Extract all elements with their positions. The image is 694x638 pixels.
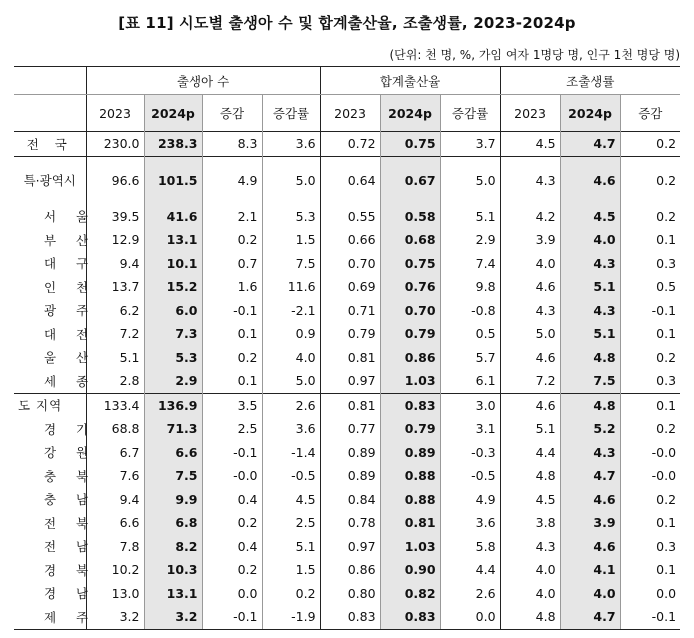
value-cell: 4.6	[560, 156, 620, 205]
value-cell: 4.6	[560, 535, 620, 559]
value-cell: 133.4	[86, 393, 144, 417]
value-cell: -1.4	[262, 441, 320, 465]
value-cell: 0.86	[320, 558, 380, 582]
value-cell: 7.6	[86, 464, 144, 488]
value-cell: 0.3	[620, 252, 680, 276]
value-cell: 0.83	[380, 605, 440, 629]
value-cell: 4.6	[560, 488, 620, 512]
value-cell: 0.70	[380, 299, 440, 323]
value-cell: 9.9	[144, 488, 202, 512]
value-cell: 0.88	[380, 464, 440, 488]
value-cell: 2.6	[262, 393, 320, 417]
value-cell: 10.1	[144, 252, 202, 276]
corner-cell	[14, 95, 86, 132]
value-cell: 1.5	[262, 228, 320, 252]
value-cell: 10.2	[86, 558, 144, 582]
table-row	[14, 205, 680, 229]
value-cell: 68.8	[86, 417, 144, 441]
value-cell: 3.9	[560, 511, 620, 535]
table-row	[14, 535, 680, 559]
value-cell: 0.1	[620, 322, 680, 346]
sub-header: 2024p	[380, 95, 440, 132]
value-cell: 6.1	[440, 369, 500, 393]
value-cell: 5.0	[440, 156, 500, 205]
value-cell: 238.3	[144, 132, 202, 157]
value-cell: 0.90	[380, 558, 440, 582]
value-cell: 9.4	[86, 488, 144, 512]
value-cell: 0.86	[380, 346, 440, 370]
table-row	[14, 275, 680, 299]
row-label: 전 국	[14, 132, 86, 157]
corner-cell	[14, 67, 86, 95]
value-cell: 0.2	[620, 488, 680, 512]
row-label: 전 북	[44, 515, 97, 531]
value-cell: 5.1	[262, 535, 320, 559]
value-cell: 4.0	[500, 558, 560, 582]
sub-header: 2023	[320, 95, 380, 132]
row-label: 도 지역	[14, 393, 86, 417]
value-cell: 4.3	[500, 156, 560, 205]
value-cell: 2.8	[86, 369, 144, 393]
value-cell: 5.0	[500, 322, 560, 346]
value-cell: 3.2	[86, 605, 144, 629]
sub-header: 2024p	[560, 95, 620, 132]
data-table	[14, 66, 680, 630]
value-cell: 4.8	[560, 346, 620, 370]
row-label: 광 주	[44, 303, 97, 319]
value-cell: 7.4	[440, 252, 500, 276]
table-title: [표 11] 시도별 출생아 수 및 합계출산율, 조출생률, 2023-2024p	[118, 14, 576, 32]
value-cell: 3.6	[262, 132, 320, 157]
value-cell: 4.0	[560, 582, 620, 606]
value-cell: 7.2	[86, 322, 144, 346]
value-cell: 10.3	[144, 558, 202, 582]
value-cell: 0.2	[202, 511, 262, 535]
value-cell: 6.8	[144, 511, 202, 535]
value-cell: 2.5	[202, 417, 262, 441]
value-cell: 0.89	[320, 464, 380, 488]
value-cell: 5.1	[440, 205, 500, 229]
value-cell: -0.3	[440, 441, 500, 465]
value-cell: 0.82	[380, 582, 440, 606]
value-cell: 3.7	[440, 132, 500, 157]
value-cell: 0.1	[202, 322, 262, 346]
value-cell: 4.5	[262, 488, 320, 512]
value-cell: 5.1	[560, 322, 620, 346]
value-cell: 0.64	[320, 156, 380, 205]
row-label: 부 산	[44, 232, 97, 248]
group-header-tfr: 합계출산율	[320, 67, 500, 95]
value-cell: 4.7	[560, 605, 620, 629]
value-cell: 0.2	[620, 205, 680, 229]
value-cell: 2.1	[202, 205, 262, 229]
sub-header: 증감	[202, 95, 262, 132]
value-cell: -0.1	[202, 441, 262, 465]
value-cell: 0.1	[620, 228, 680, 252]
value-cell: 0.2	[620, 346, 680, 370]
value-cell: 0.81	[320, 393, 380, 417]
value-cell: 5.0	[262, 369, 320, 393]
unit-note: (단위: 천 명, %, 가임 여자 1명당 명, 인구 1천 명당 명)	[389, 48, 680, 62]
value-cell: 4.1	[560, 558, 620, 582]
sub-header: 2023	[500, 95, 560, 132]
value-cell: 7.5	[560, 369, 620, 393]
value-cell: 15.2	[144, 275, 202, 299]
value-cell: 4.3	[560, 252, 620, 276]
value-cell: 0.84	[320, 488, 380, 512]
value-cell: 1.6	[202, 275, 262, 299]
value-cell: 3.9	[500, 228, 560, 252]
value-cell: 5.7	[440, 346, 500, 370]
value-cell: 0.83	[380, 393, 440, 417]
table-row	[14, 228, 680, 252]
value-cell: 5.1	[86, 346, 144, 370]
value-cell: 7.5	[262, 252, 320, 276]
value-cell: 0.81	[380, 511, 440, 535]
value-cell: 5.3	[262, 205, 320, 229]
value-cell: 0.3	[620, 369, 680, 393]
table-row	[14, 299, 680, 323]
value-cell: 4.8	[500, 464, 560, 488]
value-cell: 4.6	[500, 275, 560, 299]
row-label: 인 천	[44, 279, 97, 295]
value-cell: 0.1	[620, 558, 680, 582]
value-cell: -0.1	[620, 299, 680, 323]
value-cell: 13.7	[86, 275, 144, 299]
value-cell: 71.3	[144, 417, 202, 441]
value-cell: 0.4	[202, 488, 262, 512]
value-cell: -2.1	[262, 299, 320, 323]
value-cell: 5.1	[500, 417, 560, 441]
value-cell: 3.6	[440, 511, 500, 535]
value-cell: 0.5	[620, 275, 680, 299]
value-cell: 12.9	[86, 228, 144, 252]
value-cell: 2.9	[144, 369, 202, 393]
value-cell: 3.2	[144, 605, 202, 629]
value-cell: 4.9	[202, 156, 262, 205]
value-cell: 39.5	[86, 205, 144, 229]
value-cell: 6.6	[86, 511, 144, 535]
value-cell: 0.2	[620, 132, 680, 157]
sub-header: 증감률	[262, 95, 320, 132]
value-cell: 101.5	[144, 156, 202, 205]
row-label: 제 주	[14, 605, 86, 629]
value-cell: 0.67	[380, 156, 440, 205]
sub-header: 증감	[620, 95, 680, 132]
value-cell: 9.8	[440, 275, 500, 299]
table-row	[14, 156, 680, 205]
value-cell: 4.9	[440, 488, 500, 512]
value-cell: 0.89	[380, 441, 440, 465]
group-header-cbr: 조출생률	[500, 67, 680, 95]
value-cell: 4.2	[500, 205, 560, 229]
value-cell: 4.3	[560, 299, 620, 323]
value-cell: 6.2	[86, 299, 144, 323]
row-label: 충 남	[44, 492, 97, 508]
table-row	[14, 511, 680, 535]
row-label: 전 남	[44, 539, 97, 555]
value-cell: 0.68	[380, 228, 440, 252]
value-cell: -0.1	[202, 299, 262, 323]
value-cell: 1.5	[262, 558, 320, 582]
header-row-sub	[14, 95, 680, 132]
value-cell: -0.1	[202, 605, 262, 629]
value-cell: 4.3	[500, 535, 560, 559]
value-cell: 4.5	[560, 205, 620, 229]
table-row	[14, 417, 680, 441]
table-row	[14, 605, 680, 629]
value-cell: 5.3	[144, 346, 202, 370]
row-label: 경 남	[44, 586, 97, 602]
value-cell: 11.6	[262, 275, 320, 299]
value-cell: 13.0	[86, 582, 144, 606]
value-cell: 0.3	[620, 535, 680, 559]
value-cell: 0.7	[202, 252, 262, 276]
row-label: 울 산	[44, 350, 97, 366]
sub-header: 2024p	[144, 95, 202, 132]
value-cell: 8.3	[202, 132, 262, 157]
row-label: 강 원	[44, 445, 97, 461]
value-cell: 0.2	[620, 156, 680, 205]
value-cell: 1.03	[380, 535, 440, 559]
value-cell: 3.6	[262, 417, 320, 441]
value-cell: 5.1	[560, 275, 620, 299]
value-cell: 4.4	[440, 558, 500, 582]
value-cell: 6.0	[144, 299, 202, 323]
value-cell: 7.3	[144, 322, 202, 346]
value-cell: 7.5	[144, 464, 202, 488]
table-row	[14, 132, 680, 157]
value-cell: 2.5	[262, 511, 320, 535]
value-cell: 6.6	[144, 441, 202, 465]
value-cell: 4.8	[560, 393, 620, 417]
value-cell: 6.7	[86, 441, 144, 465]
sub-header: 2023	[86, 95, 144, 132]
value-cell: 8.2	[144, 535, 202, 559]
header-row-groups	[14, 67, 680, 95]
value-cell: -0.8	[440, 299, 500, 323]
value-cell: 0.88	[380, 488, 440, 512]
value-cell: 0.79	[380, 322, 440, 346]
value-cell: 5.0	[262, 156, 320, 205]
value-cell: 13.1	[144, 582, 202, 606]
value-cell: 9.4	[86, 252, 144, 276]
value-cell: 0.83	[320, 605, 380, 629]
value-cell: 4.7	[560, 132, 620, 157]
value-cell: 5.8	[440, 535, 500, 559]
value-cell: 0.0	[440, 605, 500, 629]
group-header-births: 출생아 수	[86, 67, 320, 95]
table-row	[14, 582, 680, 606]
value-cell: 4.3	[500, 299, 560, 323]
value-cell: -0.5	[262, 464, 320, 488]
value-cell: 3.1	[440, 417, 500, 441]
value-cell: 0.75	[380, 252, 440, 276]
value-cell: 4.4	[500, 441, 560, 465]
row-label: 경 북	[44, 562, 97, 578]
value-cell: 4.6	[500, 393, 560, 417]
value-cell: 4.6	[500, 346, 560, 370]
value-cell: -0.0	[620, 441, 680, 465]
value-cell: 0.80	[320, 582, 380, 606]
value-cell: 0.79	[320, 322, 380, 346]
value-cell: 0.81	[320, 346, 380, 370]
value-cell: 2.9	[440, 228, 500, 252]
row-label: 경 기	[44, 421, 97, 437]
value-cell: 0.89	[320, 441, 380, 465]
value-cell: 41.6	[144, 205, 202, 229]
value-cell: 0.0	[202, 582, 262, 606]
value-cell: 0.69	[320, 275, 380, 299]
value-cell: 0.2	[202, 346, 262, 370]
value-cell: 7.2	[500, 369, 560, 393]
table-row	[14, 346, 680, 370]
value-cell: 0.2	[202, 228, 262, 252]
table-row	[14, 369, 680, 393]
value-cell: 4.0	[500, 252, 560, 276]
value-cell: 4.7	[560, 464, 620, 488]
table-row	[14, 558, 680, 582]
value-cell: 4.0	[560, 228, 620, 252]
value-cell: 0.79	[380, 417, 440, 441]
row-label: 서 울	[44, 209, 97, 225]
row-label: 세 종	[44, 373, 97, 389]
table-row	[14, 393, 680, 417]
value-cell: -0.0	[620, 464, 680, 488]
value-cell: -0.5	[440, 464, 500, 488]
value-cell: 13.1	[144, 228, 202, 252]
value-cell: -1.9	[262, 605, 320, 629]
value-cell: 3.0	[440, 393, 500, 417]
value-cell: 4.0	[262, 346, 320, 370]
table-row	[14, 488, 680, 512]
table-row	[14, 322, 680, 346]
value-cell: 0.66	[320, 228, 380, 252]
value-cell: 7.8	[86, 535, 144, 559]
value-cell: 4.8	[500, 605, 560, 629]
value-cell: 0.1	[202, 369, 262, 393]
value-cell: 0.97	[320, 535, 380, 559]
row-label: 특·광역시	[14, 156, 86, 205]
value-cell: 0.55	[320, 205, 380, 229]
value-cell: 0.1	[620, 393, 680, 417]
value-cell: 0.72	[320, 132, 380, 157]
table-row	[14, 252, 680, 276]
value-cell: 0.2	[202, 558, 262, 582]
value-cell: 0.2	[620, 417, 680, 441]
value-cell: 0.75	[380, 132, 440, 157]
value-cell: 0.78	[320, 511, 380, 535]
value-cell: 0.9	[262, 322, 320, 346]
value-cell: 0.97	[320, 369, 380, 393]
value-cell: 0.58	[380, 205, 440, 229]
value-cell: 0.0	[620, 582, 680, 606]
value-cell: 0.77	[320, 417, 380, 441]
value-cell: 230.0	[86, 132, 144, 157]
table-row	[14, 441, 680, 465]
value-cell: 0.71	[320, 299, 380, 323]
value-cell: 3.5	[202, 393, 262, 417]
value-cell: 1.03	[380, 369, 440, 393]
value-cell: 3.8	[500, 511, 560, 535]
value-cell: -0.0	[202, 464, 262, 488]
value-cell: 0.76	[380, 275, 440, 299]
value-cell: 0.5	[440, 322, 500, 346]
value-cell: 0.1	[620, 511, 680, 535]
row-label: 대 구	[44, 256, 97, 272]
sub-header: 증감률	[440, 95, 500, 132]
value-cell: 0.70	[320, 252, 380, 276]
value-cell: 0.4	[202, 535, 262, 559]
value-cell: 4.3	[560, 441, 620, 465]
value-cell: 136.9	[144, 393, 202, 417]
value-cell: 96.6	[86, 156, 144, 205]
value-cell: 0.2	[262, 582, 320, 606]
row-label: 대 전	[44, 326, 97, 342]
value-cell: 4.0	[500, 582, 560, 606]
table-row	[14, 464, 680, 488]
value-cell: 4.5	[500, 132, 560, 157]
row-label: 충 북	[44, 468, 97, 484]
value-cell: 2.6	[440, 582, 500, 606]
value-cell: -0.1	[620, 605, 680, 629]
value-cell: 4.5	[500, 488, 560, 512]
value-cell: 5.2	[560, 417, 620, 441]
